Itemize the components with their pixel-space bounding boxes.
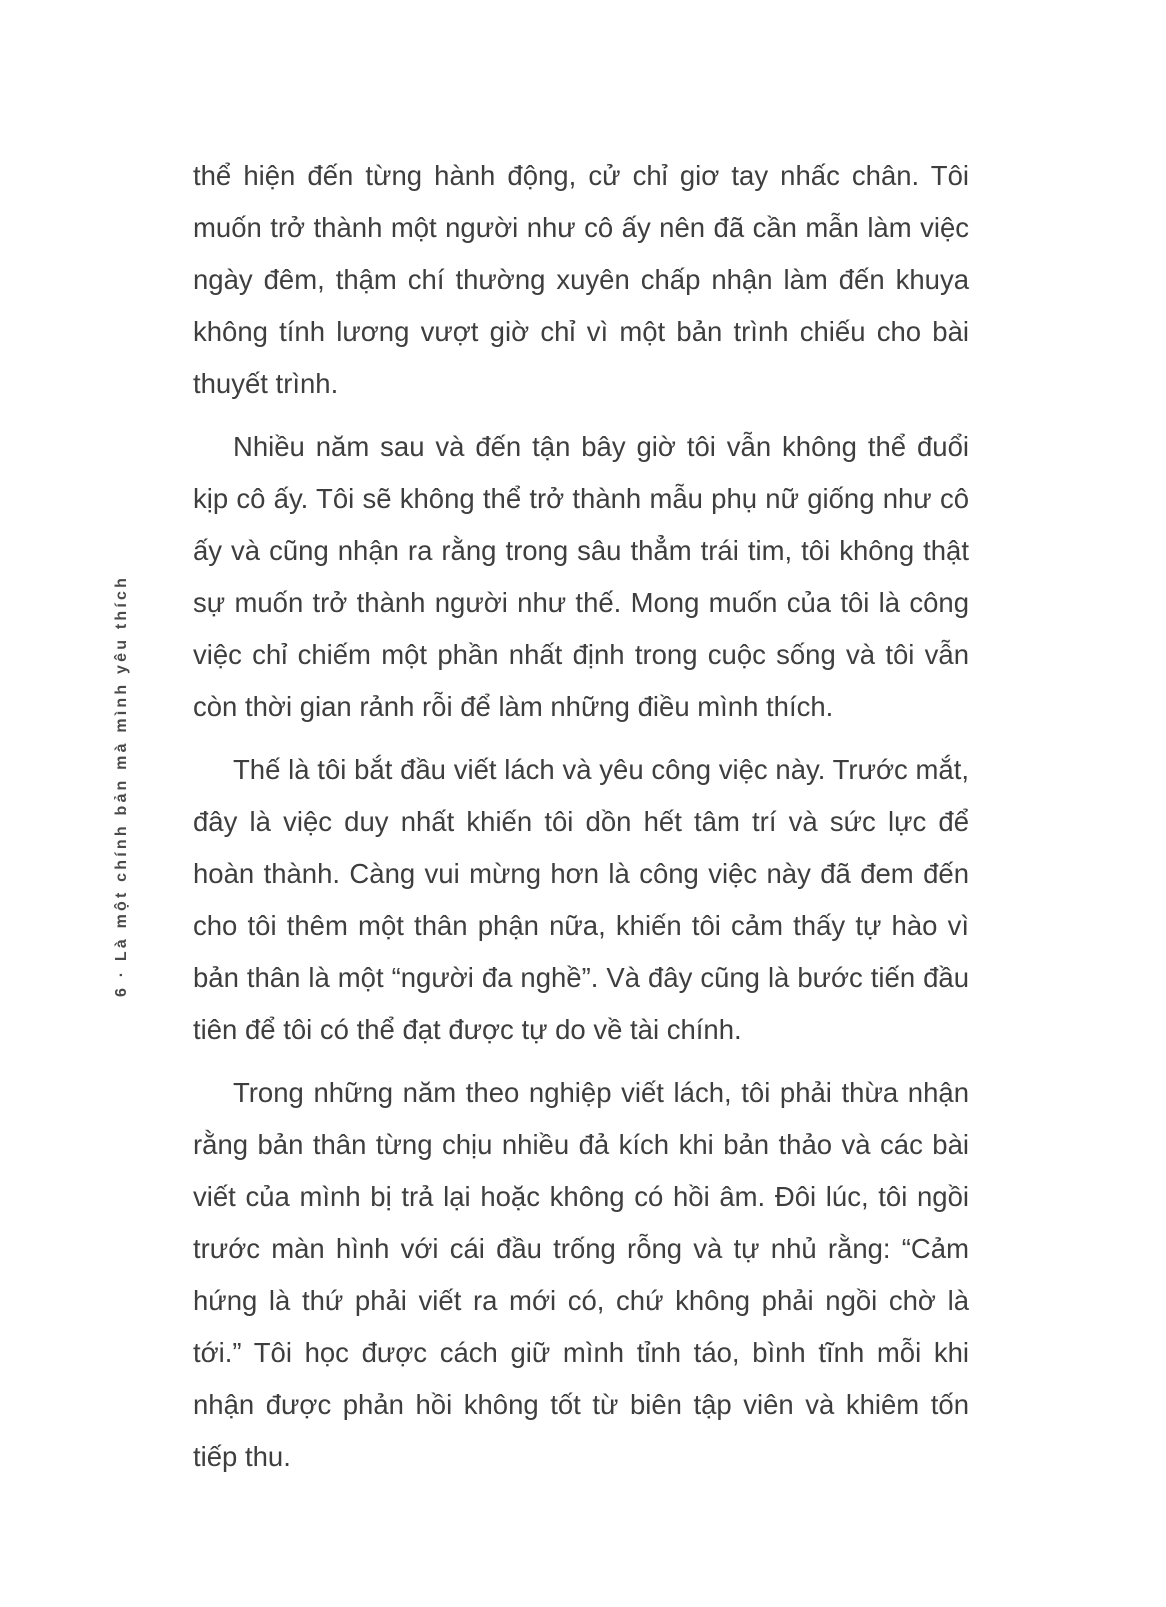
paragraph: Thế là tôi bắt đầu viết lách và yêu công việc này. Trước mắt, đây là việc duy nhất khiến tôi dồn hết tâm trí và sức lực để hoàn thành. Càng vui mừng hơn là công việc này đã đem đến cho tôi thêm một thân phận nữa, khiến tôi cảm thấy tự hào vì bản thân là một “người đa nghề”. Và đây cũng là bước tiến đầu tiên để tôi có thể đạt được tự do về tài chính. <box>193 754 969 1045</box>
paragraph: Trong những năm theo nghiệp viết lách, tôi phải thừa nhận rằng bản thân từng chịu nhiều đả kích khi bản thảo và các bài viết của mình bị trả lại hoặc không có hồi âm. Đôi lúc, tôi ngồi trước màn hình với cái đầu trống rỗng và tự nhủ rằng: “Cảm hứng là thứ phải viết ra mới có, chứ không phải ngồi chờ là tới.” Tôi học được cách giữ mình tỉnh táo, bình tĩnh mỗi khi nhận được phản hồi không tốt từ biên tập viên và khiêm tốn tiếp thu. <box>193 1077 969 1472</box>
page-number-and-book-title: 6 · Là một chính bản mà mình yêu thích <box>113 574 130 998</box>
body-text <box>193 150 969 1494</box>
paragraph: Nhiều năm sau và đến tận bây giờ tôi vẫn không thể đuổi kịp cô ấy. Tôi sẽ không thể trở thành mẫu phụ nữ giống như cô ấy và cũng nhận ra rằng trong sâu thẳm trái tim, tôi không thật sự muốn trở thành người như thế. Mong muốn của tôi là công việc chỉ chiếm một phần nhất định trong cuộc sống và tôi vẫn còn thời gian rảnh rỗi để làm những điều mình thích. <box>193 431 969 722</box>
paragraph: thể hiện đến từng hành động, cử chỉ giơ tay nhấc chân. Tôi muốn trở thành một người như cô ấy nên đã cần mẫn làm việc ngày đêm, thậm chí thường xuyên chấp nhận làm đến khuya không tính lương vượt giờ chỉ vì một bản trình chiếu cho bài thuyết trình. <box>193 160 969 399</box>
